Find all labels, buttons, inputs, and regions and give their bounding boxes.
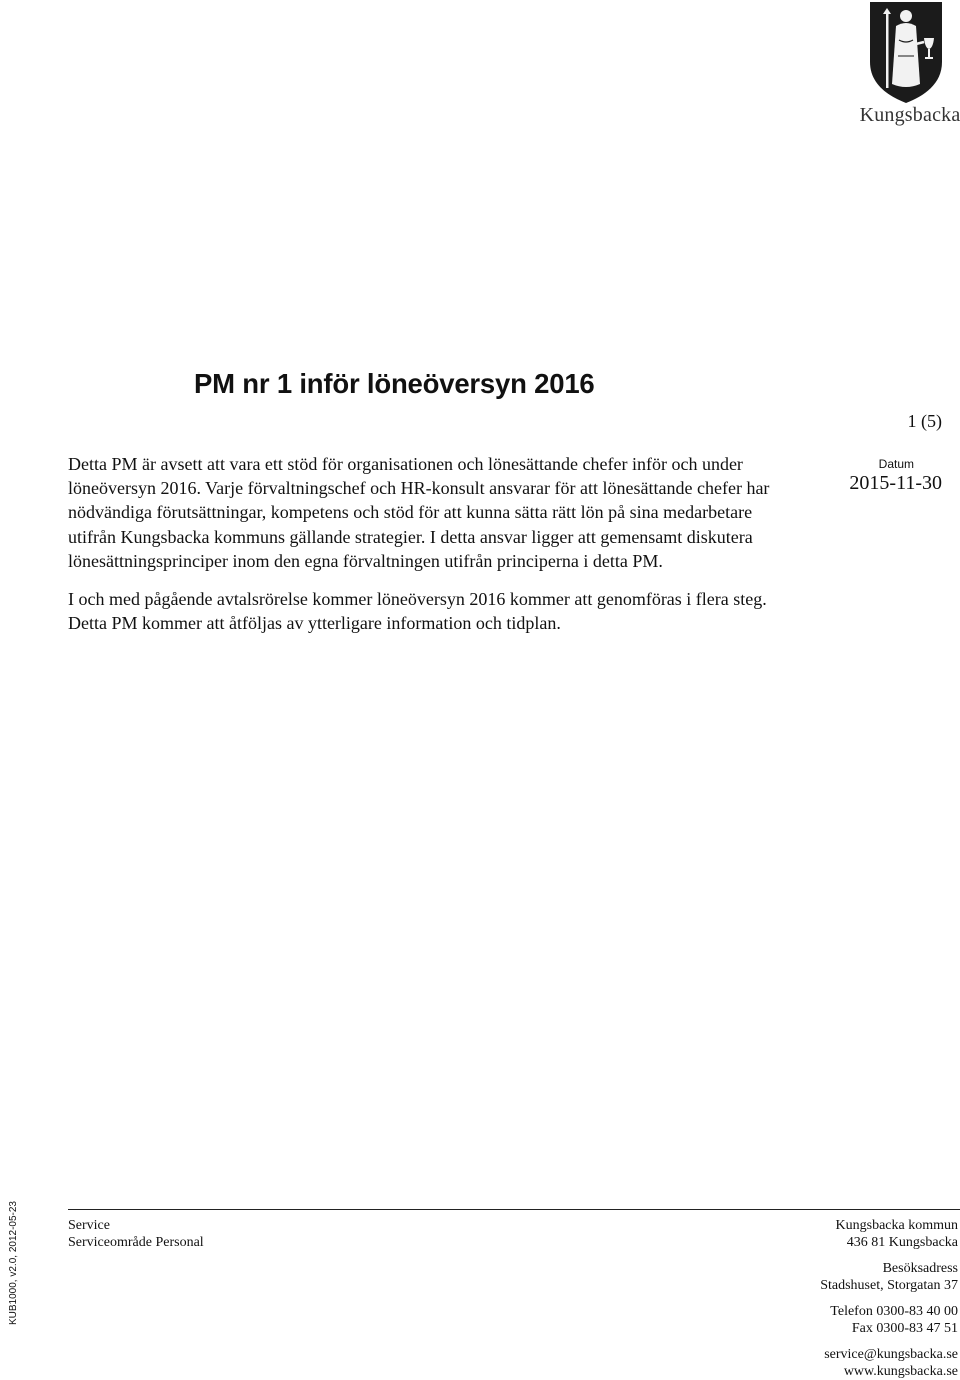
document-title: PM nr 1 inför löneöversyn 2016 bbox=[194, 368, 595, 400]
footer-contact bbox=[738, 1218, 958, 1380]
footer-sender bbox=[68, 1218, 204, 1251]
kungsbacka-logo bbox=[852, 0, 960, 132]
paragraph-intro: Detta PM är avsett att vara ett stöd för organisationen och lönesättande chefer inför och under löneöversyn 2016. Varje förvaltningschef och HR-konsult ansvarar för att lönesättande chefer har nödvändiga förutsättningar, kompetens och stöd för att kunna sätta rätt lön på sina medarbetare utifrån Kungsbacka kommuns gällande strategier. I detta ansvar ligger att gemensamt diskutera lönesättningsprinciper inom den egna förvaltningen utifrån principerna i detta PM. bbox=[68, 452, 788, 573]
template-code: KUB1000, v2.0, 2012-05-23 bbox=[8, 1201, 19, 1325]
footer-visit-label: Besöksadress bbox=[738, 1261, 958, 1278]
footer-unit: Serviceområde Personal bbox=[68, 1235, 204, 1252]
document-body bbox=[68, 452, 788, 635]
page-number: 1 (5) bbox=[908, 411, 943, 432]
footer-department: Service bbox=[68, 1218, 204, 1235]
footer-postal: 436 81 Kungsbacka bbox=[738, 1235, 958, 1252]
footer-email-link[interactable]: service@kungsbacka.se bbox=[738, 1347, 958, 1364]
paragraph-steps: I och med pågående avtalsrörelse kommer löneöversyn 2016 kommer att genomföras i flera steg. Detta PM kommer att åtföljas av ytterligare information och tidplan. bbox=[68, 587, 788, 635]
footer-fax: Fax 0300-83 47 51 bbox=[738, 1321, 958, 1338]
footer-visit-address: Stadshuset, Storgatan 37 bbox=[738, 1278, 958, 1295]
date-label: Datum bbox=[879, 457, 914, 471]
footer-divider bbox=[68, 1209, 960, 1210]
footer-org-name: Kungsbacka kommun bbox=[738, 1218, 958, 1235]
footer-phone: Telefon 0300-83 40 00 bbox=[738, 1304, 958, 1321]
coat-of-arms-icon bbox=[866, 0, 946, 104]
logo-wordmark: Kungsbacka bbox=[858, 104, 960, 127]
footer-website-link[interactable]: www.kungsbacka.se bbox=[738, 1364, 958, 1380]
date-value: 2015-11-30 bbox=[849, 472, 942, 495]
